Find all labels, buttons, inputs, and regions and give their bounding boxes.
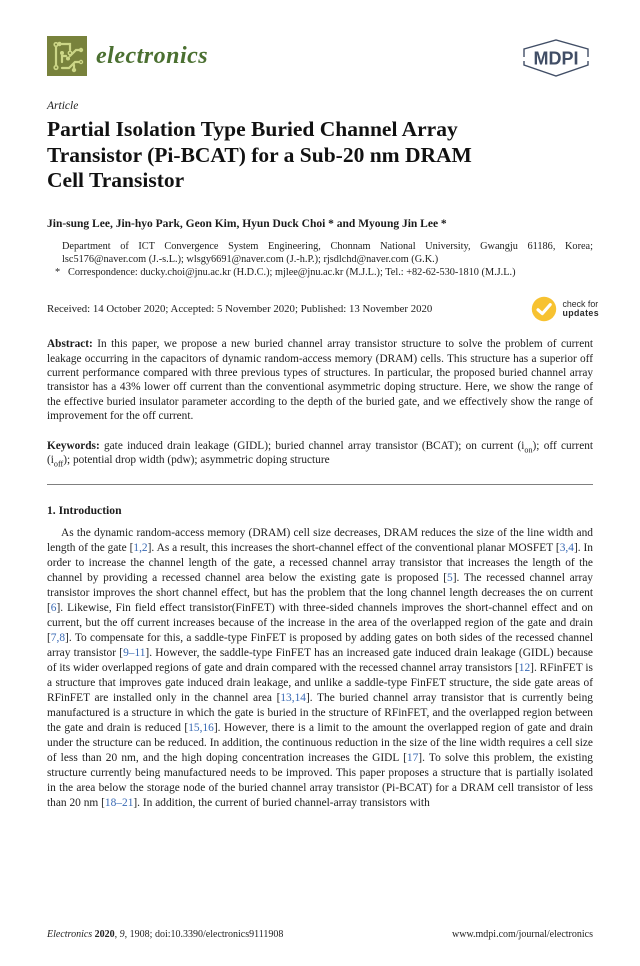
footer-citation: Electronics 2020, 9, 1908; doi:10.3390/electronics9111908: [47, 929, 284, 940]
section-1-heading: 1. Introduction: [47, 504, 122, 518]
citation-link[interactable]: 3,4: [559, 542, 574, 555]
journal-name: electronics: [96, 42, 209, 69]
citation-link[interactable]: 13,14: [280, 692, 306, 705]
correspondence-marker: *: [55, 266, 61, 278]
check-updates-label-line2: updates: [562, 308, 599, 319]
paper-title: [47, 117, 593, 194]
check-updates-label-line1: check for: [562, 298, 599, 309]
journal-brand-link[interactable]: [47, 36, 208, 76]
check-for-updates-badge[interactable]: [531, 296, 599, 322]
keywords-paragraph: Keywords: gate induced drain leakage (GIDL); buried channel array transistor (BCAT); on current $(i_{on})$; off current $(i_{off})$; potential drop width (pdw); asymmetric doping structure: [47, 439, 593, 469]
abstract-paragraph: Abstract: In this paper, we propose a new buried channel array transistor structure to solve the problem of current leakage occurring in the capacitors of dynamic random-access memory (DRAM) cells. This structure has a superior off current performance compared with three previous types of structures. In particular, the proposed buried channel array transistor has a 43% lower off current than the conventional asymmetric doping structure. Here, we show the range of the effective buried insulator parameter according to the depth of the buried gate, and we effectively show the range of improvement for the off current.: [47, 338, 593, 423]
citation-link[interactable]: 9–11: [123, 647, 146, 660]
paper-title-line-2: Transistor (Pi-BCAT) for a Sub-20 nm DRAM: [47, 142, 472, 167]
correspondence-line: [55, 266, 593, 279]
electronics-logo-icon: [47, 36, 87, 76]
journal-header: [47, 36, 593, 78]
citation-link[interactable]: 6: [50, 602, 57, 615]
citation-link[interactable]: 7,8: [50, 632, 66, 645]
paper-title-line-1: Partial Isolation Type Buried Channel Array: [47, 117, 458, 141]
section-divider: [47, 484, 593, 485]
received-accepted-published: Received: 14 October 2020; Accepted: 5 November 2020; Published: 13 November 2020: [47, 303, 433, 316]
introduction-paragraph: As the dynamic random-access memory (DRAM) cell size decreases, DRAM reduces the size of the line width and length of the gate [1,2]. As a result, this increases the short-channel effect of the conventional planar MOSFET [3,4]. In order to increase the channel length of the gate, a recessed channel array transistor that increases the length of the channel by providing a recessed channel area below the existing gate is proposed [5]. The recessed channel array transistor improves the short channel effect, but has the problem that the long channel length decreases the on current [6]. Likewise, Fin field effect transistor(FinFET) with three-sided channels improves the short-channel effect and on current, but the off current increases because of the increase in the area of the overlapped region of the gate and drain [7,8]. To compensate for this, a saddle-type FinFET is proposed by adding gates on both sides of the recessed channel array transistor [9–11]. However, the saddle-type FinFET has an increased gate induced drain leakage (GIDL) because of its wider overlapped regions of gate and drain compared with the recessed channel array transistors [12]. RFinFET is a structure that improves gate induced drain leakage, and unlike a saddle-type FinFET structure, the side gate areas of RFinFET are installed only in the channel area [13,14]. The buried channel array transistor that is currently being manufactured is a structure in which the gate is buried in the structure of RFinFET, and the overlapped region between the gate and drain is reduced [15,16]. However, there is a limit to the amount the overlapped region of gate and drain under the structure can be reduced. In addition, the continuous reduction in the size of the line width requires a cell size of less than 20 nm, and the high doping concentration increases the GIDL [17]. To solve this problem, the existing structure currently being manufactured needs to be improved. This paper proposes a structure that is partially isolated in the area below the storage node of the buried channel array transistor (Pi-BCAT) for a DRAM cell transistor of less than 20 nm [18–21]. In addition, the current of buried channel-array transistors with: [47, 527, 594, 810]
footer-journal-url[interactable]: www.mdpi.com/journal/electronics: [452, 929, 593, 940]
citation-link[interactable]: 18–21: [104, 797, 134, 810]
dates-row: [47, 296, 599, 322]
citation-link[interactable]: 17: [406, 752, 419, 765]
citation-link[interactable]: 15,16: [188, 722, 214, 735]
check-circle-icon: [531, 296, 557, 322]
check-updates-label: [562, 300, 599, 319]
citation-link[interactable]: 1,2: [133, 542, 148, 555]
correspondence-text: Correspondence: ducky.choi@jnu.ac.kr (H.D.C.); mjlee@jnu.ac.kr (M.J.L.); Tel.: +82-62-530-1810 (M.J.L.): [68, 266, 516, 278]
authors-line: Jin-sung Lee, Jin-hyo Park, Geon Kim, Hyun Duck Choi * and Myoung Jin Lee *: [47, 217, 447, 230]
article-type-label: Article: [47, 100, 79, 112]
affiliation-block: [47, 240, 593, 280]
affiliation-line: Department of ICT Convergence System Engineering, Chonnam National University, Gwangju 61186, Korea; lsc5176@naver.com (J.-s.L.); wlsgy6691@naver.com (J.-h.P.); rjsdlchd@naver.com (G.K.): [62, 240, 593, 265]
paper-title-line-3: Cell Transistor: [47, 168, 185, 192]
citation-link[interactable]: 12: [518, 662, 531, 675]
page-footer: [47, 929, 593, 940]
citation-link[interactable]: 5: [447, 572, 453, 585]
mdpi-logo[interactable]: [519, 37, 593, 79]
mdpi-logo-text: MDPI: [533, 48, 579, 69]
